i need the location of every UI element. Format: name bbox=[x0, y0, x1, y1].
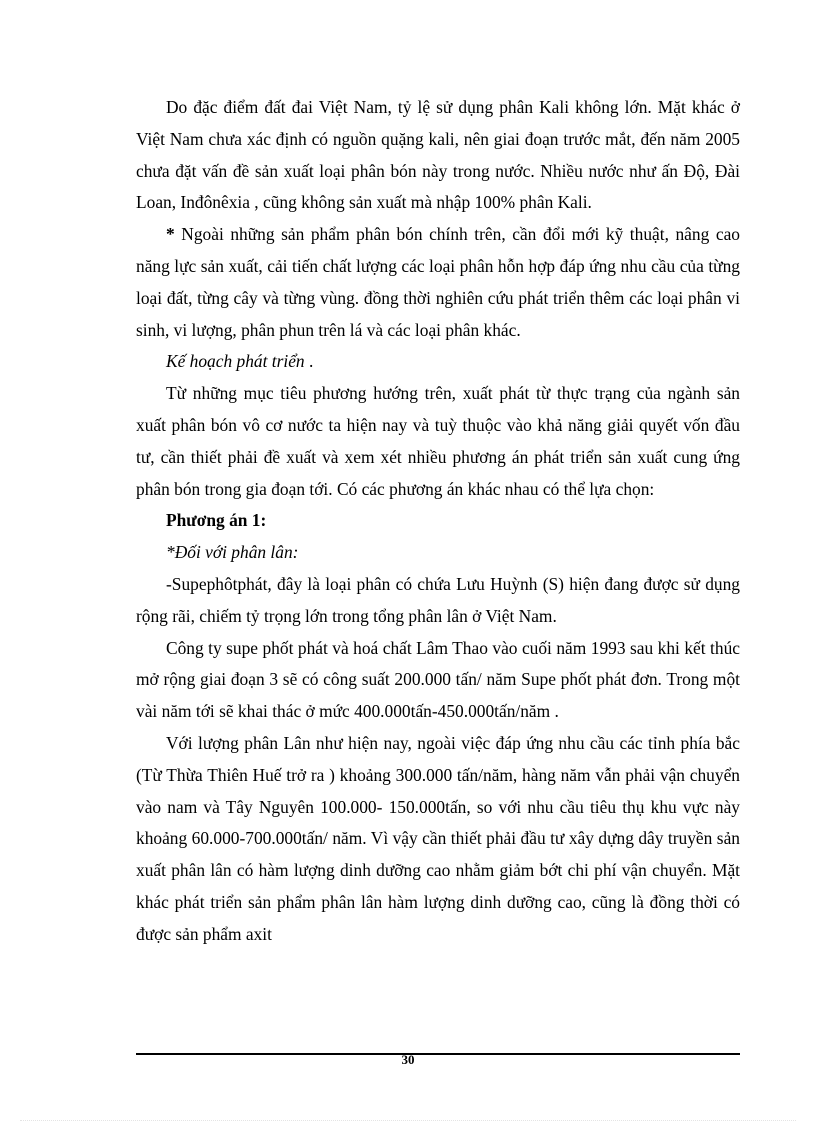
subheading-phosphate: *Đối với phân lân: bbox=[166, 542, 299, 563]
paragraph-goals: Từ những mục tiêu phương hướng trên, xuất phát từ thực trạng của ngành sản xuất phân bón vô cơ nước ta hiện nay và tuỳ thuộc vào khả năng giải quyết vốn đầu tư, cần thiết phải đề xuất và xem xét nhiều phương án phát triển sản xuất cung ứng phân bón trong gia đoạn tới. Có các phương án khác nhau có thể lựa chọn: bbox=[136, 383, 740, 499]
paragraph-other-products bbox=[136, 219, 740, 346]
page-number: 30 bbox=[401, 1052, 415, 1067]
paragraph-lam-thao: Công ty supe phốt phát và hoá chất Lâm Thao vào cuối năm 1993 sau khi kết thúc mở rộng giai đoạn 3 sẽ có công suất 200.000 tấn/ năm Supe phốt phát đơn. Trong một vài năm tới sẽ khai thác ở mức 400.000tấn-450.000tấn/năm . bbox=[136, 637, 740, 722]
heading-development-plan-suffix: . bbox=[304, 351, 314, 372]
heading-option-1: Phương án 1: bbox=[166, 510, 267, 531]
paragraph-other-products-text: Ngoài những sản phẩm phân bón chính trên, cần đổi mới kỹ thuật, nâng cao năng lực sản xuất, cải tiến chất lượng các loại phân hỗn hợp đáp ứng nhu cầu của từng loại đất, từng cây và từng vùng. đồng thời nghiên cứu phát triển thêm các loại phân vi sinh, vi lượng, phân phun trên lá và các loại phân khác. bbox=[136, 224, 740, 340]
bullet-star: * bbox=[166, 224, 175, 245]
page-edge-divider bbox=[20, 1120, 796, 1121]
paragraph-superphosphate: -Supephôtphát, đây là loại phân có chứa Lưu Huỳnh (S) hiện đang được sử dụng rộng rãi, chiếm tỷ trọng lớn trong tổng phân lân ở Việt Nam. bbox=[136, 573, 740, 626]
heading-development-plan-text: Kế hoạch phát triển bbox=[166, 351, 305, 372]
body-text bbox=[136, 92, 740, 951]
heading-development-plan bbox=[136, 346, 740, 378]
paragraph-kali: Do đặc điểm đất đai Việt Nam, tỷ lệ sử dụng phân Kali không lớn. Mặt khác ở Việt Nam chưa xác định có nguồn quặng kali, nên giai đoạn trước mắt, đến năm 2005 chưa đặt vấn đề sản xuất loại phân bón này trong nước. Nhiều nước như ấn Độ, Đài Loan, Inđônêxia , cũng không sản xuất mà nhập 100% phân Kali. bbox=[136, 97, 740, 213]
paragraph-supply-demand: Với lượng phân Lân như hiện nay, ngoài việc đáp ứng nhu cầu các tỉnh phía bắc (Từ Thừa Thiên Huế trở ra ) khoảng 300.000 tấn/năm, hàng năm vẫn phải vận chuyển vào nam và Tây Nguyên 100.000- 150.000tấn, so với nhu cầu tiêu thụ khu vực này khoảng 60.000-700.000tấn/ năm. Vì vậy cần thiết phải đầu tư xây dựng dây truyền sản xuất phân lân có hàm lượng dinh dưỡng cao nhằm giảm bớt chi phí vận chuyển. Mặt khác phát triển sản phẩm phân lân hàm lượng dinh dưỡng cao, cũng là đồng thời có được sản phẩm axit bbox=[136, 732, 740, 944]
